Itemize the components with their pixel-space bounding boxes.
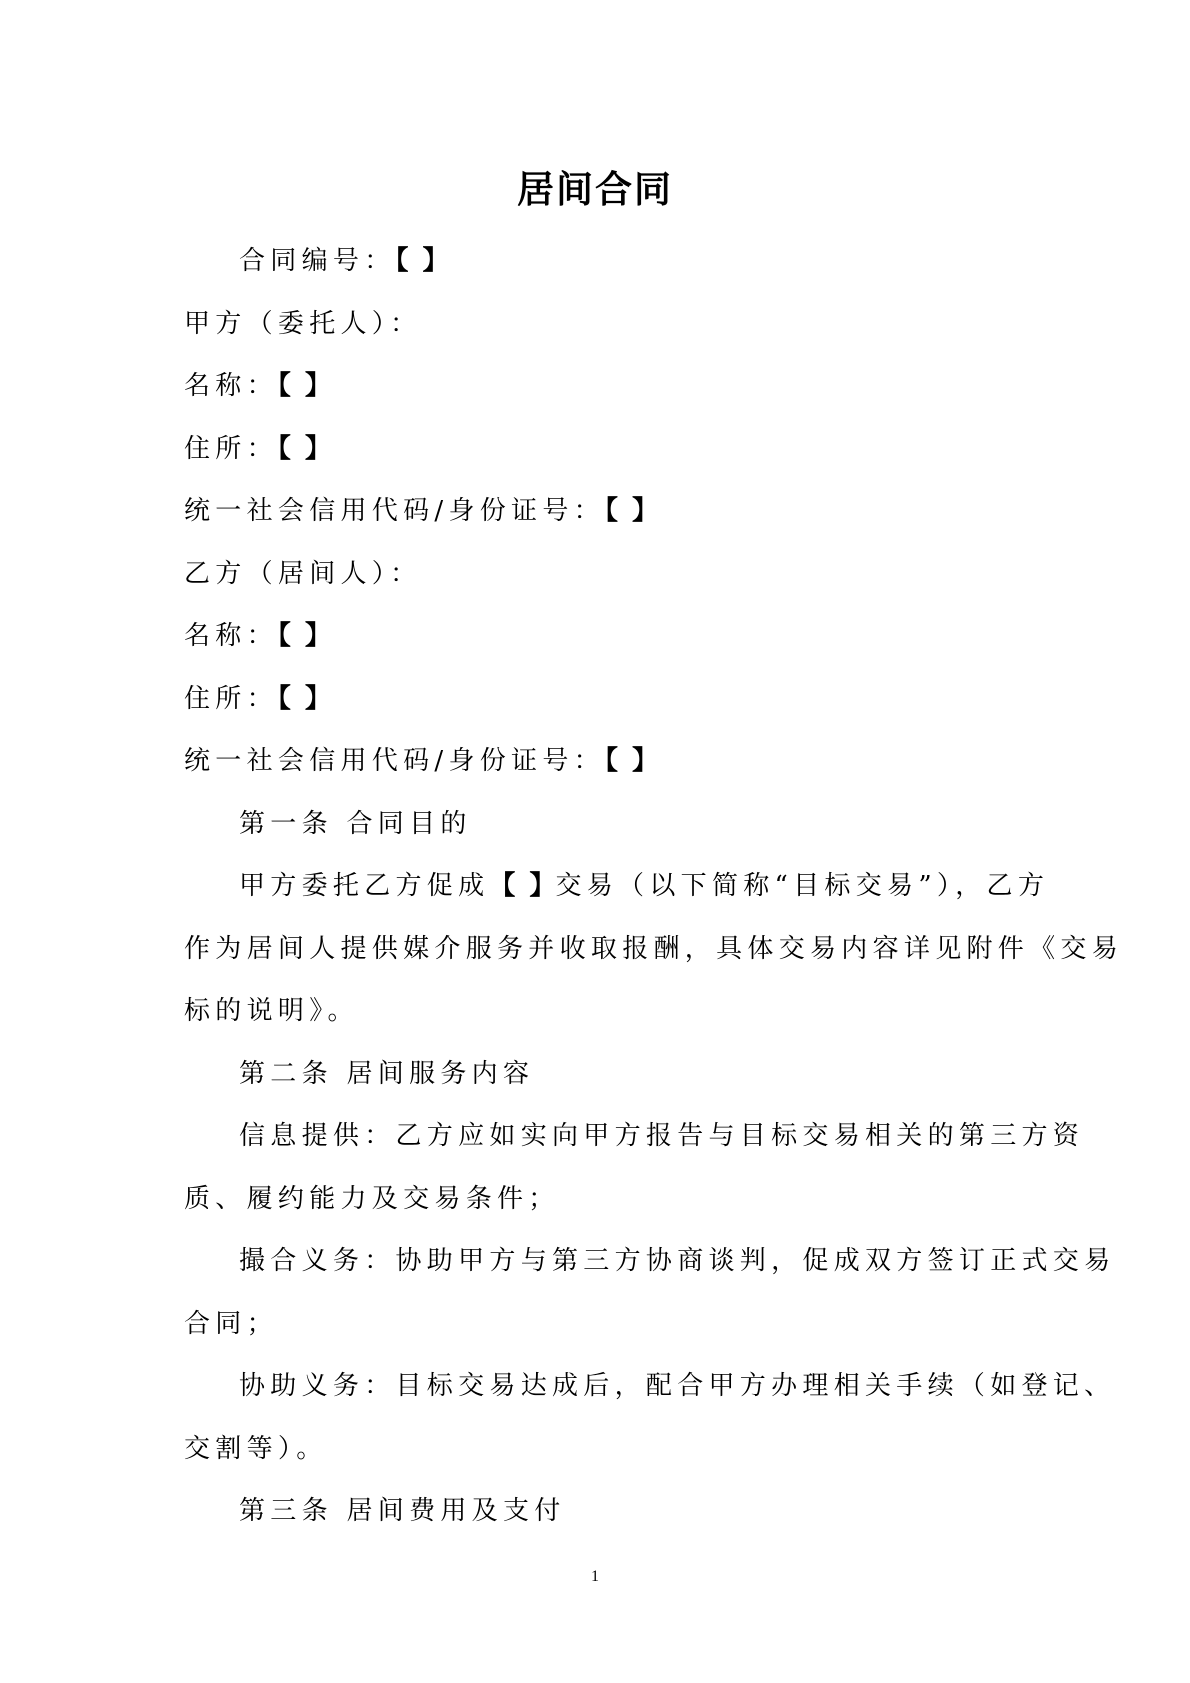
bracket-close: 】	[422, 246, 449, 276]
contract-number-label: 合同编号：	[239, 246, 396, 276]
bracket-close: 】	[631, 496, 658, 526]
party-b-id-line	[184, 730, 1014, 793]
party-b-name-line	[184, 605, 1014, 668]
document-title: 居间合同	[517, 168, 673, 211]
article-1-heading: 第一条 合同目的	[239, 808, 472, 839]
party-a-id-line	[184, 480, 1014, 543]
article-2-heading: 第二条 居间服务内容	[239, 1058, 535, 1089]
article-1-text-post: 交易（以下简称“目标交易”），乙方	[555, 871, 1050, 901]
bracket-close: 】	[304, 683, 331, 714]
bracket-open: 【	[277, 433, 291, 464]
article-1-text-pre: 甲方委托乙方促成	[239, 871, 490, 901]
article-2-item-3-line-1: 协助义务：目标交易达成后，配合甲方办理相关手续（如登记、	[239, 1371, 1116, 1401]
party-a-heading: 甲方（委托人）：	[184, 308, 422, 339]
article-2-item-2-line-1: 撮合义务：协助甲方与第三方协商谈判，促成双方签订正式交易	[239, 1246, 1116, 1276]
bracket-open: 【	[604, 496, 618, 526]
article-3-heading: 第三条 居间费用及支付	[239, 1496, 566, 1526]
page-number: 1	[591, 1568, 599, 1585]
bracket-open: 【	[489, 871, 516, 901]
article-1-line-2: 作为居间人提供媒介服务并收取报酬，具体交易内容详见附件《交易	[184, 933, 1124, 964]
party-b-name-label: 名称：	[184, 621, 278, 651]
party-b-heading: 乙方（居间人）：	[184, 558, 422, 589]
bracket-close: 】	[631, 746, 658, 776]
article-2-item-1-line-2: 质、履约能力及交易条件；	[184, 1183, 560, 1214]
party-b-address-line	[184, 668, 1014, 731]
bracket-open: 【	[395, 246, 409, 276]
contract-number-line	[184, 230, 1014, 293]
party-b-id-label: 统一社会信用代码/身份证号：	[184, 746, 605, 776]
article-2-item-3-line-2: 交割等）。	[184, 1433, 328, 1464]
bracket-open: 【	[277, 683, 291, 714]
bracket-open: 【	[277, 621, 291, 651]
bracket-close: 】	[304, 371, 331, 401]
document-body	[184, 230, 1124, 1543]
party-a-id-label: 统一社会信用代码/身份证号：	[184, 496, 605, 526]
party-a-address-label: 住所：	[184, 433, 278, 464]
article-1-line-1	[184, 855, 1050, 918]
party-b-address-label: 住所：	[184, 683, 278, 714]
party-a-name-line	[184, 355, 1014, 418]
article-2-item-2-line-2: 合同；	[184, 1308, 278, 1339]
bracket-close: 】	[304, 621, 331, 651]
party-a-address-line	[184, 418, 1014, 481]
article-1-line-3: 标的说明》。	[184, 996, 359, 1026]
bracket-close: 】	[304, 433, 331, 464]
bracket-open: 【	[604, 746, 618, 776]
bracket-open: 【	[277, 371, 291, 401]
bracket-close: 】	[529, 871, 556, 901]
article-2-item-1-line-1: 信息提供：乙方应如实向甲方报告与目标交易相关的第三方资	[239, 1121, 1085, 1151]
party-a-name-label: 名称：	[184, 371, 278, 401]
